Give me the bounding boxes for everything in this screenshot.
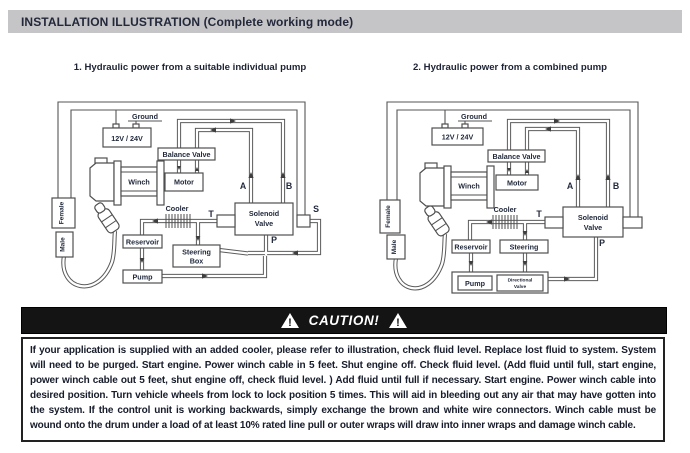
balance-valve-label: Balance Valve: [492, 152, 541, 161]
diagram-individual-pump: [52, 102, 319, 286]
winch-flange: [487, 166, 494, 208]
caution-title: CAUTION!: [308, 313, 380, 328]
diagram1-title: 1. Hydraulic power from a suitable individual pump: [73, 62, 307, 73]
port-s-label: S: [313, 204, 319, 214]
remote-plug-icon: [422, 204, 451, 238]
reservoir-label: Reservoir: [125, 237, 160, 247]
directional-valve-label: Directional: [507, 278, 533, 284]
winch-flange: [444, 166, 451, 208]
port-b-label: B: [612, 181, 620, 191]
solenoid-port-right: [297, 215, 310, 227]
solenoid-port-right: [623, 217, 642, 228]
ground-label: Ground: [132, 112, 158, 121]
winch-end-bracket: [420, 168, 444, 206]
balance-valve-label: Balance Valve: [162, 150, 211, 159]
svg-text:!: !: [396, 317, 401, 329]
solenoid-valve-label2: Valve: [583, 223, 603, 232]
motor-label: Motor: [507, 178, 527, 188]
winch-end-bracket: [90, 163, 114, 201]
female-label: Female: [58, 201, 66, 225]
warning-icon: [388, 312, 408, 329]
remote-plug-icon: [92, 201, 121, 235]
male-label: Male: [391, 239, 398, 255]
caution-header: [21, 307, 667, 334]
solenoid-port-left: [545, 217, 563, 228]
winch-label: Winch: [458, 181, 480, 191]
diagram2-title: 2. Hydraulic power from a combined pump: [412, 62, 608, 73]
winch-flange: [157, 161, 164, 205]
winch-flange: [114, 161, 121, 205]
port-t-label: T: [536, 209, 542, 219]
battery-label: 12V / 24V: [441, 132, 474, 142]
pump-label: Pump: [465, 279, 485, 288]
port-a-label: A: [239, 181, 247, 191]
caution-text: If your application is supplied with an added cooler, please refer to illustration, check fluid level. Replace lost fluid to system. System will need to be purged. Start engine. Power winch cable in 5 feet. Shut engine off. Check fluid level. (Add fluid until full, start engine, power winch cable out 5 feet, shut engine off, check fluid level. ) Add fluid until full if necessary. Start engine. Power winch cable into desired position. Turn vehicle wheels from lock to lock position 5 times. This will aid in bleeding out any air that may have gotten into the system. If the control unit is working backwards, simply exchange the brown and white wire connectors. Winch cable must be wound onto the drum under a load of at least 10% rated line pull or outer wraps will draw into inner wraps and damage winch cable.: [30, 345, 656, 431]
battery-label: 12V / 24V: [111, 134, 143, 143]
solenoid-valve-label: Solenoid: [248, 209, 280, 218]
motor-label: Motor: [174, 177, 194, 187]
steering-label: Steering: [509, 242, 539, 252]
warning-icon: [280, 312, 300, 329]
pump-label: Pump: [132, 272, 153, 282]
solenoid-valve-label2: Valve: [254, 219, 274, 228]
port-a-label: A: [566, 181, 574, 191]
male-label: Male: [59, 237, 67, 252]
steering-box-label2: Box: [189, 256, 204, 266]
cooler-label: Cooler: [493, 205, 517, 214]
solenoid-valve-box: [563, 207, 623, 237]
svg-text:!: !: [287, 317, 292, 329]
cooler-label: Cooler: [165, 204, 189, 213]
solenoid-valve-label: Solenoid: [577, 213, 609, 222]
solenoid-port-left: [217, 215, 235, 227]
winch-label: Winch: [128, 177, 150, 187]
port-p-label: P: [271, 235, 277, 245]
diagram-combined-pump: [380, 102, 642, 293]
reservoir-label: Reservoir: [454, 242, 488, 252]
female-label: Female: [385, 205, 392, 228]
ground-label: Ground: [461, 112, 487, 121]
steering-box-label: Steering: [182, 247, 211, 257]
caution-body: [21, 337, 665, 442]
directional-valve-label2: Valve: [513, 285, 527, 290]
section-title: INSTALLATION ILLUSTRATION (Complete working mode): [21, 14, 354, 29]
port-p-label: P: [599, 238, 605, 248]
port-t-label: T: [208, 209, 214, 219]
caution-section: [21, 307, 667, 442]
port-b-label: B: [285, 181, 293, 191]
